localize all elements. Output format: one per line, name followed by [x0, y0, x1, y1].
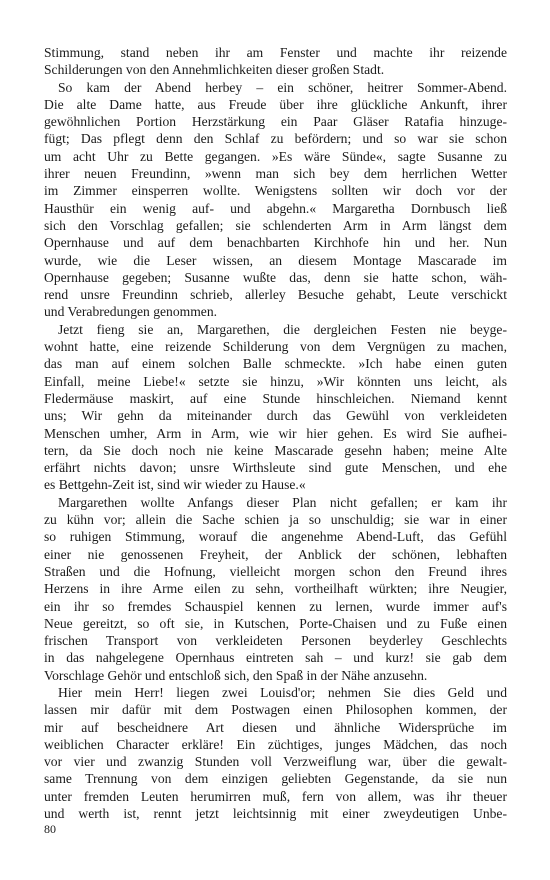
text-line: tern, da Sie doch noch nie keine Mascarade gesehn haben; meine Alte [44, 442, 507, 458]
text-line: und werth ist, rennt jetzt leichtsinnig mit einer zweydeutigen Unbe- [44, 806, 507, 822]
text-line: im Zimmer einsperren wollte. Wenigstens sollten wir doch vor der [44, 183, 507, 199]
text-line: gewöhnlichen Portion Herzstärkung ein Paar Gläser Ratafia hinzuge- [44, 114, 507, 130]
text-line: wurde, wie die Leser wissen, an diesem Montage Mascarade im [44, 252, 507, 268]
text-line: Jetzt fieng sie an, Margarethen, die dergleichen Festen nie beyge- [58, 321, 507, 337]
text-line: Hier mein Herr! liegen zwei Louisd'or; nehmen Sie dies Geld und [58, 684, 507, 700]
text-line: zu kühn vor; allein die Sache schien ja so unschuldig; sie war in einer [44, 512, 507, 528]
text-line: Fledermäuse maskirt, auf eine Stunde hinschleichen. Niemand kennt [44, 390, 507, 406]
text-line: vor vier und zwanzig Stunden voll Verzweiflung war, über die gewalt- [44, 754, 507, 770]
text-line: es Bettgehn-Zeit ist, sind wir wieder zu Hause.« [44, 477, 306, 493]
text-line: in das nahgelegene Opernhaus eintreten sah – und kurz! sie gab dem [44, 650, 507, 666]
text-line: Opernhause und auf dem benachbarten Kirchhofe hin und her. Nun [44, 235, 507, 251]
paragraph [44, 79, 507, 321]
paragraph [44, 44, 507, 79]
text-line: So kam der Abend herbey – ein schöner, heitrer Sommer-Abend. [58, 79, 507, 95]
text-line: wohnt hatte, eine reizende Schilderung von dem Vergnügen zu machen, [44, 339, 507, 355]
paragraph [44, 321, 507, 494]
text-line: so ruhigen Stimmung, worauf die angenehme Abend-Luft, das Gefühl [44, 529, 507, 545]
paragraph [44, 494, 507, 684]
text-line: Margarethen wollte Anfangs dieser Plan nicht gefallen; er kam ihr [58, 494, 507, 510]
text-line: und Verabredungen genommen. [44, 304, 218, 320]
page-body [44, 44, 507, 822]
text-line: Schilderungen von den Annehmlichkeiten dieser großen Stadt. [44, 62, 385, 78]
text-line: fügt; Das pflegt denn den Schlaf zu befördern; und so war sie schon [44, 131, 507, 147]
text-line: Hausthür ein wenig auf- und abgehn.« Margaretha Dornbusch ließ [44, 200, 507, 216]
text-line: ihrer neuen Freundinn, »wenn man sich bey dem herrlichen Wetter [44, 166, 507, 182]
text-line: erfährt nichts davon; unsre Wirthsleute sind gute Menschen, und ehe [44, 460, 507, 476]
text-line: um acht Uhr zu Bette gegangen. »Es wäre Sünde«, sagte Susanne zu [44, 148, 507, 164]
text-line: Opernhause gegeben; Susanne wußte das, denn sie hatte schon, wäh- [44, 269, 507, 285]
text-line: frischen Transport von verkleideten Personen beyderley Geschlechts [44, 633, 507, 649]
paragraph [44, 684, 507, 822]
text-line: mir auf bescheidnere Art diesen und ähnliche Widersprüche im [44, 719, 507, 735]
text-line: Neue gereitzt, so oft sie, in Kutschen, Porte-Chaisen und zu Fuße einen [44, 615, 507, 631]
text-line: Die alte Dame hatte, aus Freude über ihre glückliche Ankunft, ihrer [44, 96, 507, 112]
text-line: weiblichen Character erkläre! Ein züchtiges, junges Mädchen, das noch [44, 736, 507, 752]
text-line: einer nie genossenen Freyheit, der Anblick der schönen, lebhaften [44, 546, 507, 562]
text-line: unter fremden Leuten herumirren muß, fern von allem, was ihr theuer [44, 788, 507, 804]
text-line: sich den Vorschlag gefallen; sie schlenderten Arm in Arm längst dem [44, 217, 507, 233]
text-line: Menschen umher, Arm in Arm, wie wir hier gehen. Es wird Sie aufhei- [44, 425, 507, 441]
text-line: lassen mir dafür mit dem Postwagen einen Philosophen kommen, der [44, 702, 507, 718]
page-number: 80 [44, 822, 56, 836]
text-line: rend unsre Freundinn schrieb, allerley Besuche gehabt, Leute verschickt [44, 287, 507, 303]
text-line: uns; Wir gehn da miteinander durch das Gewühl von verkleideten [44, 408, 507, 424]
text-line: same Trennung von dem einzigen geliebten Gegenstande, da sie nun [44, 771, 507, 787]
text-line: Stimmung, stand neben ihr am Fenster und machte ihr reizende [44, 45, 507, 60]
text-line: Straßen und die Hofnung, vielleicht morgen schon den Freund ihres [44, 563, 507, 579]
text-line: Vorschlage Gehör und entschloß sich, den Spaß in der Nähe anzusehn. [44, 667, 428, 683]
text-line: Herzens in ihre Arme eilen zu sehn, vortheilhaft würkten; ihre Neugier, [44, 581, 507, 597]
text-line: ein ihr so fremdes Schauspiel kennen zu lernen, wurde immer auf's [44, 598, 507, 614]
text-line: Einfall, meine Liebe!« setzte sie hinzu, »Wir könnten uns leicht, als [44, 373, 507, 389]
text-line: das man auf einem solchen Balle schmeckte. »Ich habe einen guten [44, 356, 507, 372]
